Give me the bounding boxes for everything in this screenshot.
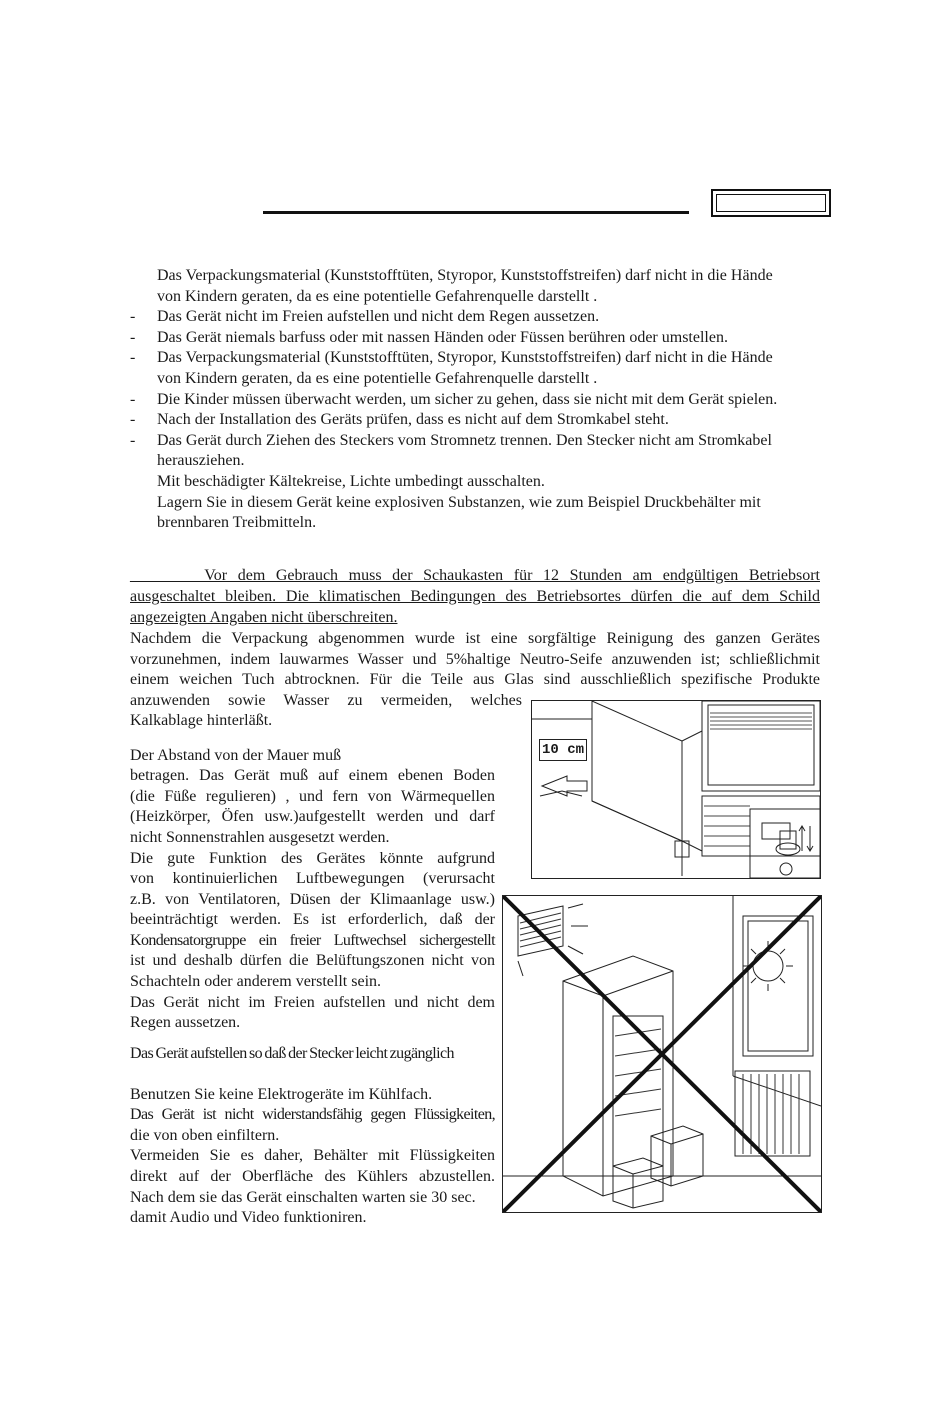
warning-line: Das Gerät niemals barfuss oder mit nassen Händen oder Füssen berühren oder umstellen. — [157, 328, 728, 346]
instruction-line: Benutzen Sie keine Elektrogeräte im Kühlfach. — [130, 1086, 433, 1103]
wall-distance-drawing — [532, 701, 820, 878]
prohibited-placement-drawing — [503, 896, 821, 1212]
instruction-line: Kondensatorgruppe ein freier Luftwechsel sichergestellt — [130, 932, 495, 949]
warning-line: Das Verpackungsmaterial (Kunststofftüten, Styropor, Kunststoffstreifen) darf nicht in die Hände — [157, 349, 773, 367]
instruction-line: Der Abstand von der Mauer muß — [130, 747, 342, 764]
warning-line: Das Gerät nicht im Freien aufstellen und nicht dem Regen aussetzen. — [157, 308, 600, 326]
bullet-dash: - — [130, 328, 136, 346]
intro-underlined-line: angezeigten Angaben nicht überschreiten. — [130, 609, 398, 626]
instruction-line: Das Gerät nicht im Freien aufstellen und nicht dem — [130, 994, 495, 1011]
instruction-line: von kontinuierlichen Luftbewegungen (verursacht — [130, 870, 495, 887]
instruction-line: z.B. von Ventilatoren, Düsen der Klimaanlage usw.) — [130, 891, 495, 908]
intro-cleaning-line: vorzunehmen, indem lauwarmes Wasser und 5%haltige Neutro-Seife anzuwenden ist; schließlichmit — [130, 650, 820, 668]
warning-line: Mit beschädigter Kältekreise, Lichte umbedingt ausschalten. — [157, 473, 545, 490]
instruction-line: Das Gerät ist nicht widerstandsfähig gegen Flüssigkeiten, — [130, 1106, 495, 1123]
warning-line: von Kindern geraten, da es eine potentielle Gefahrenquelle darstellt . — [157, 370, 598, 387]
wall-distance-figure — [531, 700, 821, 879]
instruction-line: Das Gerät aufstellen so daß der Stecker leicht zugänglich — [130, 1045, 454, 1062]
warning-line: von Kindern geraten, da es eine potentielle Gefahrenquelle darstellt . — [157, 287, 598, 305]
instruction-line: ist und deshalb dürfen die Belüftungszonen nicht von — [130, 952, 495, 969]
warning-line: herausziehen. — [157, 452, 245, 470]
bullet-dash: - — [130, 390, 136, 408]
warning-line: Das Verpackungsmaterial (Kunststofftüten, Styropor, Kunststoffstreifen) darf nicht in die Hände — [157, 267, 773, 284]
instruction-line: Nach dem sie das Gerät einschalten warten sie 30 sec. — [130, 1189, 476, 1206]
intro-cleaning-line: Nachdem die Verpackung abgenommen wurde ist eine sorgfältige Reinigung des ganzen Gerätes — [130, 630, 820, 647]
bullet-dash: - — [130, 411, 136, 429]
intro-cleaning-line: anzuwenden sowie Wasser zu vermeiden, welches — [130, 691, 522, 709]
intro-underlined-line: ________ Vor dem Gebrauch muss der Schaukasten für 12 Stunden am endgültigen Betriebsort — [130, 567, 820, 584]
bullet-dash: - — [130, 431, 136, 449]
instruction-line: Schachteln oder anderem verstellt sein. — [130, 973, 382, 990]
warning-line: Nach der Installation des Geräts prüfen, dass es nicht auf dem Stromkabel steht. — [157, 411, 669, 429]
instruction-line: direkt auf der Oberfläche des Kühlers abzustellen. — [130, 1168, 495, 1185]
instruction-line: Die gute Funktion des Gerätes könnte aufgrund — [130, 850, 495, 867]
instruction-line: (Heizkörper, Öfen usw.)aufgestellt werden und darf — [130, 808, 495, 825]
warning-line: brennbaren Treibmitteln. — [157, 514, 317, 532]
intro-cleaning-line: einem weichen Tuch abtrocknen. Für die Teile aus Glas sind ausschließlich spezifische Produkte — [130, 671, 820, 689]
instruction-line: (die Füße regulieren) , und fern von Wärmequellen — [130, 788, 495, 805]
bullet-dash: - — [130, 349, 136, 367]
warning-line: Die Kinder müssen überwacht werden, um sicher zu gehen, dass sie nicht mit dem Gerät spielen. — [157, 390, 778, 408]
heading-rule — [263, 211, 689, 214]
instruction-line: die von oben einfiltern. — [130, 1127, 280, 1144]
instruction-line: Vermeiden Sie es daher, Behälter mit Flüssigkeiten — [130, 1147, 495, 1164]
instruction-line: betragen. Das Gerät muß auf einem ebenen Boden — [130, 767, 495, 784]
intro-underlined-line: ausgeschaltet bleiben. Die klimatischen Bedingungen des Betriebsortes dürfen die auf dem Schild — [130, 588, 820, 605]
intro-cleaning-line: Kalkablage hinterläßt. — [130, 712, 273, 730]
instruction-line: Regen aussetzen. — [130, 1014, 241, 1031]
instruction-line: beeinträchtigt werden. Es ist erforderlich, daß der — [130, 911, 495, 928]
heading-box — [711, 189, 831, 217]
bullet-dash: - — [130, 308, 136, 326]
instruction-line: damit Audio und Video funktioniren. — [130, 1209, 367, 1226]
warning-line: Lagern Sie in diesem Gerät keine explosiven Substanzen, wie zum Beispiel Druckbehälter mit — [157, 493, 761, 511]
distance-label: 10 cm — [539, 739, 587, 761]
instruction-line: nicht Sonnenstrahlen ausgesetzt werden. — [130, 829, 390, 846]
prohibited-placement-figure — [502, 895, 822, 1213]
warning-line: Das Gerät durch Ziehen des Steckers vom Stromnetz trennen. Den Stecker nicht am Stromkabel — [157, 431, 772, 449]
